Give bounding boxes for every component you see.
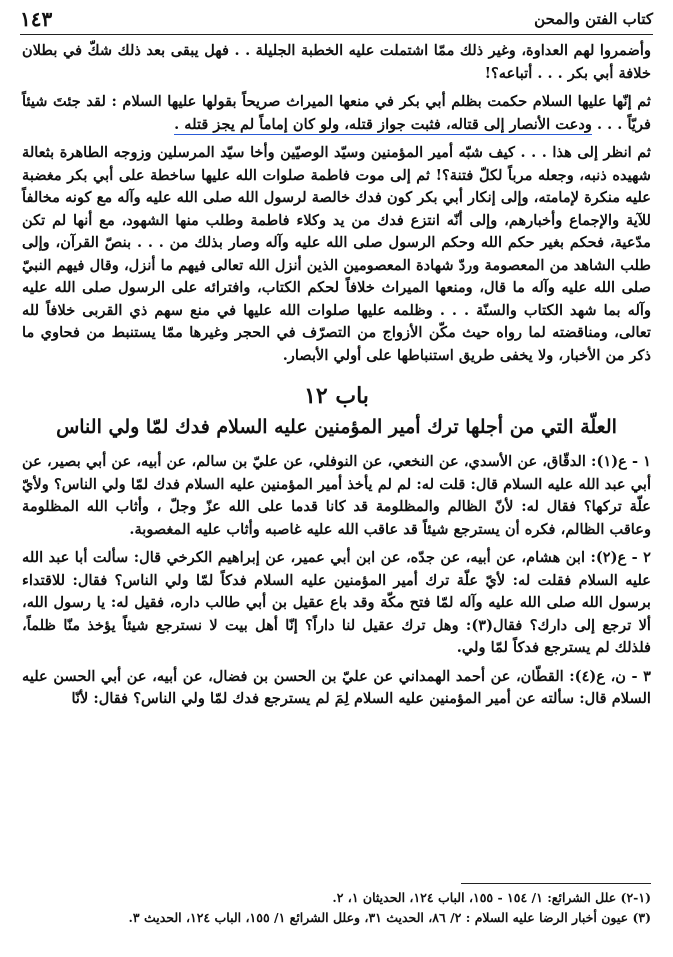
footnote-1: (١-٢) علل الشرائع: ١/ ١٥٤ - ١٥٥، الباب ١٢٤، الحديثان ١، ٢.: [332, 890, 651, 905]
underlined-quote: ودعت الأنصار إلى قتاله، فثبت جواز قتله، ولو كان إماماً لم يجز قتله .: [174, 115, 592, 133]
paragraph-1: وأضمروا لهم العداوة، وغير ذلك ممّا اشتملت عليه الخطبة الجليلة . . فهل يبقى بعد ذلك شكّ في بطلان خلافة أبي بكر . . . أتباعه؟!: [22, 42, 651, 82]
paragraph-2-text: ثم إنّها عليها السلام حكمت بظلم أبي بكر في منعها الميراث صريحاً بقولها عليها السلام : لقد جئتَ شيئاً فريّاً . . .: [22, 93, 651, 133]
book-title: كتاب الفتن والمحن: [534, 10, 653, 28]
paragraph-2: [22, 91, 651, 136]
paragraph-3: ثم انظر إلى هذا . . . كيف شبّه أمير المؤمنين وسيّد الوصيّين وأخا سيّد المرسلين وزوجه الطاهرة بثعالة شهيده ذنبه، وجعله مرباً لكلّ فتنة؟! ثم إلى موت فاطمة صلوات الله عليها ساخطة على أبي بكر مغضبة عليه منكرة لإمامته، وإلى إنكار أبي بكر كون فدك خالصة لرسول الله صلى الله عليه وآله مع كونه مخالفاً للآية والإجماع وأخبارهم، وإلى أنّه انتزع فدك من يد وكلاء فاطمة وطلب منها الشهود، مع أنها لم تكن مدّعية، فحكم بغير حكم الله وحكم الرسول صلى الله عليه وآله وصار بذلك من . . . بنصّ القرآن، وإلى طلب الشاهد من المعصومة وردّ شهادة المعصومين الذين أنزل الله تعالى فيهم ما أنزل، وقال فيهم النبيّ صلى الله عليه وآله ما قال، ومنعها الميراث خلافاً لحكم الكتاب، وافترائه على الرسول صلى الله عليه وآله بما شهد الكتاب والسنّة . . . وظلمه عليها صلوات الله عليها في منع سهم ذي القربى خلافاً لله تعالى، ومناقضته لما رواه حيث مكّن الأزواج من التصرّف في الحجر وغيرها ممّا يستنبط من فحاوي ما ذكر من الأخبار، ولا يخفى طريق استنباطها على أولي الأبصار.: [22, 144, 651, 364]
hadith-2: ٢ - ع(٢): ابن هشام، عن أبيه، عن جدّه، عن ابن أبي عمير، عن إبراهيم الكرخي قال: سألت أبا عبد الله عليه السلام فقلت له: لأيّ علّة ترك أمير المؤمنين عليه السلام فدكاً لمّا ولي الناس؟ فقال: للاقتداء برسول الله صلى الله عليه وآله لمّا فتح مكّة وقد باع عقيل بن أبي طالب داره، فقيل له: يا رسول الله، ألا ترجع إلى دارك؟ فقال(٣): وهل ترك عقيل لنا داراً؟ إنّا أهل بيت لا نسترجع شيئاً يؤخذ منّا ظلماً، فلذلك لم يسترجع فدكاً لمّا ولي.: [22, 549, 651, 656]
chapter-subtitle: العلّة التي من أجلها ترك أمير المؤمنين عليه السلام فدك لمّا ولي الناس: [56, 416, 617, 438]
footnote-divider: [461, 883, 651, 884]
running-header: [20, 6, 653, 32]
footnotes: [22, 888, 651, 928]
header-divider: [20, 34, 653, 35]
hadith-3: ٣ - ن، ع(٤): القطّان، عن أحمد الهمداني عن عليّ بن الحسن بن فضال، عن أبيه، عن أبي الحسن عليه السلام قال: سألته عن أمير المؤمنين عليه السلام لِمَ لم يسترجع فدك لمّا ولي الناس؟ فقال: لأنّا: [22, 667, 652, 707]
footnote-2: (٣) عيون أخبار الرضا عليه السلام : ٢/ ٨٦، الحديث ٣١، وعلل الشرائع ١/ ١٥٥، الباب ١٢٤، الحديث ٣.: [128, 910, 651, 925]
chapter-title: باب ١٢: [304, 383, 369, 409]
page-number: ١٤٣: [20, 7, 53, 31]
hadith-1: ١ - ع(١): الدقّاق، عن الأسدي، عن النخعي، عن النوفلي، عن عليّ بن سالم، عن أبيه، عن أبي بصير، عن أبي عبد الله عليه السلام قال: قلت له: لم لم يأخذ أمير المؤمنين عليه السلام فدك لمّا ولي الناس؟ ولأيّ علّة تركها؟ فقال له: لأنّ الظالم والمظلومة قد كانا قدما على الله عزّ وجلّ ، وأثاب الله المظلومة وعاقب الظالم، فكره أن يسترجع شيئاً قد عاقب الله عليه غاصبه وأثاب عليه المغصوبة.: [22, 453, 651, 538]
main-text: [22, 40, 651, 711]
